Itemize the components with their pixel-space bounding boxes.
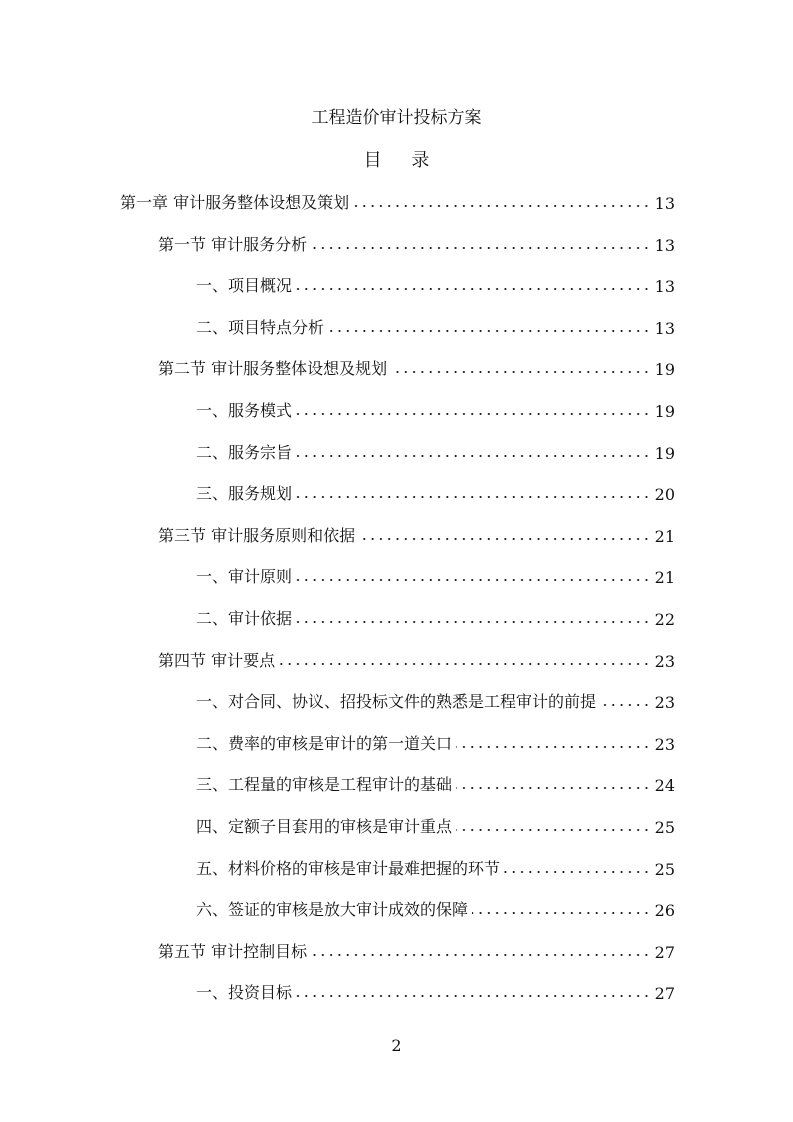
toc-entry-label: 一、服务模式 — [196, 401, 293, 420]
toc-entry-label: 三、服务规划 — [196, 484, 293, 504]
page-number: 2 — [391, 1036, 402, 1055]
toc-entry-page: 19 — [654, 360, 675, 380]
dot-leader — [359, 537, 651, 541]
dot-leader — [391, 370, 651, 374]
toc-entry-label: 第二节 审计服务整体设想及规划 — [158, 359, 388, 379]
toc-entry[interactable] — [158, 936, 675, 962]
toc-entry-page: 20 — [654, 485, 675, 505]
dot-leader — [296, 578, 651, 582]
toc-entry-page: 26 — [654, 901, 675, 921]
toc-entry-label: 三、工程量的审核是工程审计的基础 — [196, 775, 453, 795]
toc-entry-page: 19 — [654, 402, 675, 421]
toc-entry-label: 一、项目概况 — [196, 276, 293, 296]
dot-leader — [311, 246, 651, 250]
toc-entry-page: 23 — [654, 693, 675, 713]
toc-entry[interactable] — [196, 561, 675, 587]
toc-entry[interactable] — [196, 603, 675, 629]
toc-entry-label: 五、材料价格的审核是审计最难把握的环节 — [196, 858, 501, 878]
toc-entry-page: 24 — [654, 776, 675, 796]
toc-heading: 目 录 — [363, 150, 442, 171]
toc-entry-page: 13 — [654, 194, 675, 213]
toc-entry[interactable] — [120, 187, 675, 213]
dot-leader — [456, 745, 651, 749]
dot-leader — [296, 620, 651, 624]
toc-entry[interactable] — [196, 437, 675, 463]
toc-entry-page: 13 — [654, 318, 675, 338]
toc-entry[interactable] — [196, 769, 675, 795]
toc-entry-page: 25 — [654, 818, 675, 837]
toc-entry-page: 25 — [654, 859, 675, 879]
dot-leader — [353, 204, 651, 208]
dot-leader — [296, 287, 651, 291]
dot-leader — [328, 329, 651, 333]
toc-entry[interactable] — [158, 353, 675, 379]
toc-entry-page: 23 — [654, 734, 675, 754]
toc-entry[interactable] — [196, 312, 675, 338]
toc-entry[interactable] — [196, 270, 675, 296]
document-title: 工程造价审计投标方案 — [311, 108, 482, 128]
toc-entry-page: 13 — [654, 235, 675, 255]
toc-entry[interactable] — [158, 520, 675, 546]
dot-leader — [456, 786, 651, 790]
toc-entry-label: 二、费率的审核是审计的第一道关口 — [196, 733, 453, 753]
dot-leader — [600, 703, 651, 707]
toc-entry[interactable] — [158, 645, 675, 671]
dot-leader — [279, 662, 651, 666]
toc-entry[interactable] — [196, 811, 675, 837]
toc-entry-page: 27 — [654, 942, 675, 962]
dot-leader — [456, 828, 651, 832]
toc-entry-label: 一、投资目标 — [196, 983, 293, 1003]
toc-entry-label: 第五节 审计控制目标 — [158, 941, 308, 961]
dot-leader — [296, 412, 651, 416]
toc-entry-label: 一、审计原则 — [196, 567, 293, 587]
toc-entry[interactable] — [196, 853, 675, 879]
toc-entry-page: 21 — [654, 526, 675, 546]
dot-leader — [296, 495, 651, 499]
toc-entry-page: 21 — [654, 568, 675, 588]
toc-entry-page: 22 — [654, 610, 675, 629]
toc-entry-label: 四、定额子目套用的审核是审计重点 — [196, 817, 453, 836]
toc-entry[interactable] — [158, 229, 675, 255]
toc-entry[interactable] — [196, 686, 675, 712]
toc-entry-page: 13 — [654, 277, 675, 297]
toc-entry-label: 一、对合同、协议、招投标文件的熟悉是工程审计的前提 — [196, 692, 597, 712]
toc-entry-label: 第一章 审计服务整体设想及策划 — [120, 193, 350, 212]
toc-entry[interactable] — [196, 977, 675, 1003]
toc-entry[interactable] — [196, 728, 675, 754]
dot-leader — [472, 911, 651, 915]
toc-entry-label: 二、项目特点分析 — [196, 317, 325, 337]
toc-entry-label: 第一节 审计服务分析 — [158, 234, 308, 254]
dot-leader — [296, 994, 651, 998]
dot-leader — [296, 454, 651, 458]
toc-entry-label: 第三节 审计服务原则和依据 — [158, 525, 356, 545]
toc-entry-page: 27 — [654, 984, 675, 1004]
toc-entry[interactable] — [196, 478, 675, 504]
toc-entry[interactable] — [196, 894, 675, 920]
toc-entry-label: 二、服务宗旨 — [196, 442, 293, 462]
toc-entry-label: 第四节 审计要点 — [158, 650, 276, 670]
toc-entry-page: 19 — [654, 443, 675, 463]
dot-leader — [311, 953, 651, 957]
toc-entry[interactable] — [196, 395, 675, 421]
toc-entry-label: 二、审计依据 — [196, 609, 293, 628]
dot-leader — [504, 870, 651, 874]
toc-entry-label: 六、签证的审核是放大审计成效的保障 — [196, 900, 469, 920]
toc-entry-page: 23 — [654, 651, 675, 671]
